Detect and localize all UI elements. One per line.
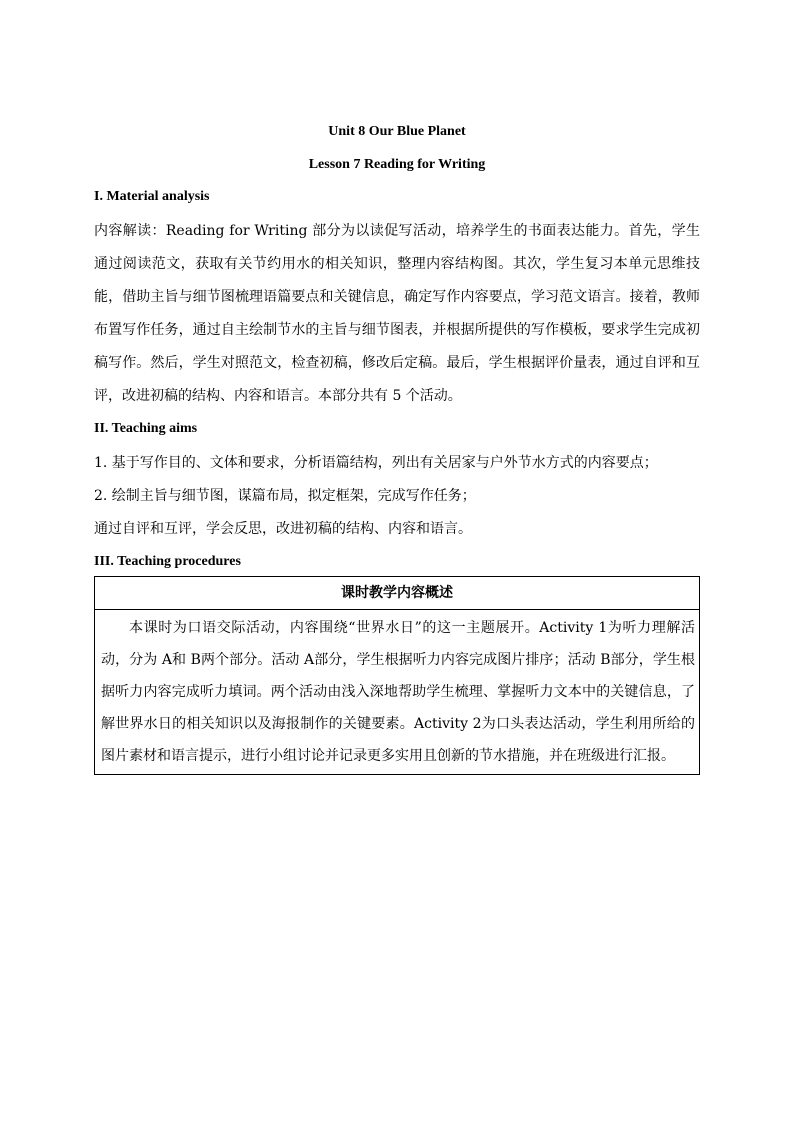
procedures-table-cell: 本课时为口语交际活动，内容围绕“世界水日”的这一主题展开。Activity 1为听力理解活动，分为 A和 B两个部分。活动 A部分，学生根据听力内容完成图片排序；活动 B部分，学生根据听力内容完成听力填词。两个活动由浅入深地帮助学生梳理、掌握听力文本中的关键信息，了解世界水日的相关知识以及海报制作的关键要素。Activity 2为口头表达活动，学生利用所给的图片素材和语言提示，进行小组讨论并记录更多实用且创新的节水措施，并在班级进行汇报。: [101, 620, 695, 764]
document-page: [94, 122, 700, 781]
procedures-table: [94, 576, 700, 775]
section-heading: I. Material analysis: [94, 189, 210, 204]
procedures-table-header: 课时教学内容概述: [95, 577, 699, 610]
section-teaching-procedures: [94, 552, 700, 775]
section-heading: III. Teaching procedures: [94, 554, 241, 569]
teaching-aim-item: 2. 绘制主旨与细节图，谋篇布局，拟定框架，完成写作任务；: [94, 488, 476, 504]
section-teaching-aims: [94, 419, 700, 546]
teaching-aim-item: 通过自评和互评，学会反思，改进初稿的结构、内容和语言。: [94, 521, 472, 537]
teaching-aim-item: 1. 基于写作目的、文体和要求，分析语篇结构，列出有关居家与户外节水方式的内容要点；: [94, 455, 658, 471]
document-subtitle: Lesson 7 Reading for Writing: [308, 157, 486, 172]
document-title: Unit 8 Our Blue Planet: [328, 124, 466, 139]
material-analysis-paragraph: 内容解读：Reading for Writing 部分为以读促写活动，培养学生的书面表达能力。首先，学生通过阅读范文，获取有关节约用水的相关知识，整理内容结构图。其次，学生复习本单元思维技能，借助主旨与细节图梳理语篇要点和关键信息，确定写作内容要点，学习范文语言。接着，教师布置写作任务，通过自主绘制节水的主旨与细节图表，并根据所提供的写作模板，要求学生完成初稿写作。然后，学生对照范文，检查初稿，修改后定稿。最后，学生根据评价量表，通过自评和互评，改进初稿的结构、内容和语言。本部分共有 5 个活动。: [94, 223, 700, 404]
section-heading: II. Teaching aims: [94, 421, 198, 436]
section-material-analysis: [94, 187, 700, 413]
